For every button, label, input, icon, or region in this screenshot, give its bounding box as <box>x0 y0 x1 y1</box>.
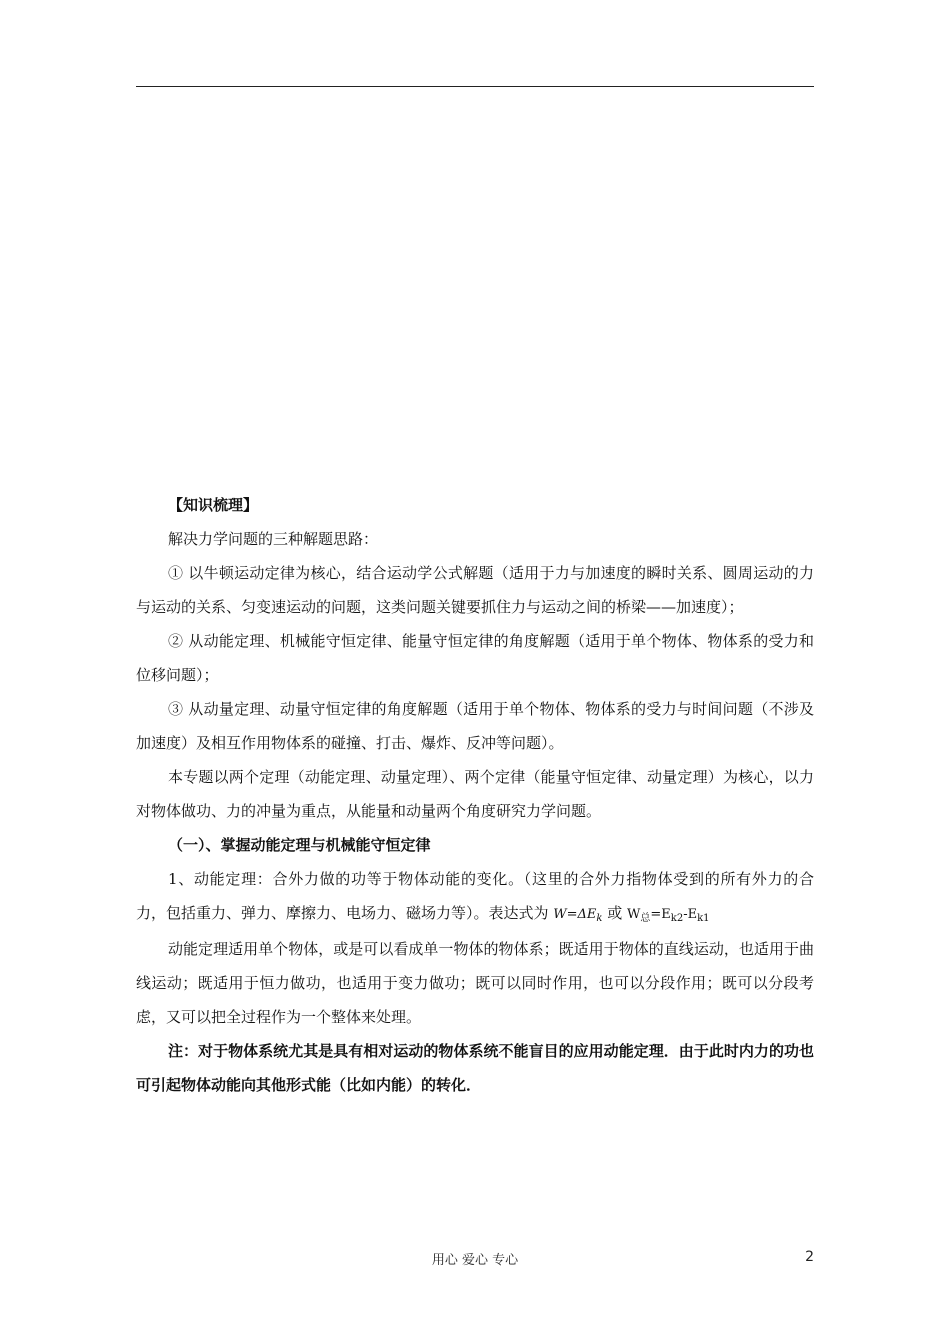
formula-w-total: $W_总=E_{k2}-E_{k1}$ <box>627 907 710 924</box>
knowledge-heading: 【知识梳理】 <box>168 496 259 514</box>
applicability-paragraph: 动能定理适用单个物体，或是可以看成单一物体的物体系；既适用于物体的直线运动，也适用于曲线运动；既适用于恒力做功，也适用于变力做功；既可以同时作用，也可以分段作用；既可以分段考虑，又可以把全过程作为一个整体来处理。 <box>136 940 814 1026</box>
summary-paragraph: 本专题以两个定理（动能定理、动量定理）、两个定律（能量守恒定律、动量定理）为核心，以力对物体做功、力的冲量为重点，从能量和动量两个角度研究力学问题。 <box>136 768 814 820</box>
page-number: 2 <box>805 1249 814 1265</box>
note-paragraph: 注：对于物体系统尤其是具有相对运动的物体系统不能盲目的应用动能定理．由于此时内力的功也可引起物体动能向其他形式能（比如内能）的转化． <box>136 1042 814 1094</box>
approach-1: ① 以牛顿运动定律为核心，结合运动学公式解题（适用于力与加速度的瞬时关系、圆周运动的力与运动的关系、匀变速运动的问题，这类问题关键要抓住力与运动之间的桥梁——加速度）； <box>136 564 814 616</box>
intro-paragraph: 解决力学问题的三种解题思路： <box>168 530 379 548</box>
document-body <box>136 488 814 1102</box>
section-1-title: （一）、掌握动能定理与机械能守恒定律 <box>168 836 431 854</box>
formula-connector: 或 <box>602 904 628 922</box>
approach-3: ③ 从动量定理、动量守恒定律的角度解题（适用于单个物体、物体系的受力与时间问题（不涉及加速度）及相互作用物体系的碰撞、打击、爆炸、反冲等问题）。 <box>136 700 814 752</box>
theorem-text: 1、动能定理：合外力做的功等于物体动能的变化。（这里的合外力指物体受到的所有外力的合力，包括重力、弹力、摩擦力、电场力、磁场力等）。表达式为 <box>136 870 814 922</box>
approach-2: ② 从动能定理、机械能守恒定律、能量守恒定律的角度解题（适用于单个物体、物体系的受力和位移问题）； <box>136 632 814 684</box>
formula-w-delta-ek: $W=\Delta E_k$ <box>553 907 603 924</box>
kinetic-energy-theorem <box>136 862 814 932</box>
header-rule <box>136 86 814 87</box>
footer-slogan: 用心 爱心 专心 <box>431 1253 519 1268</box>
